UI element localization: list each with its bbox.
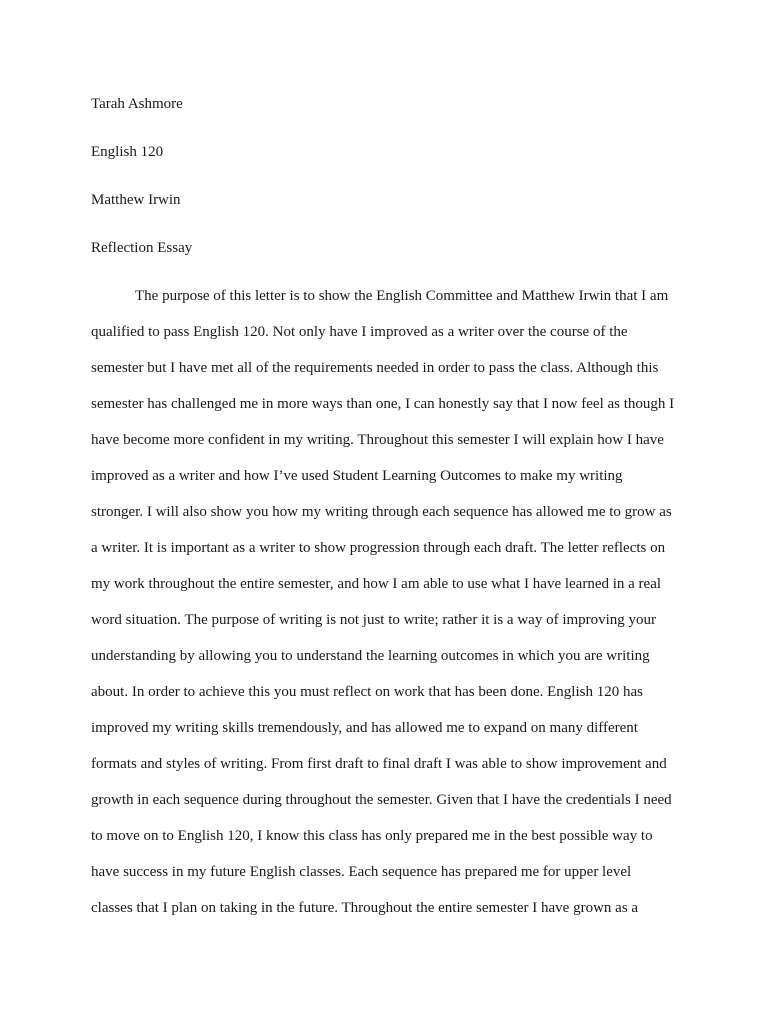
paragraph-line: to move on to English 120, I know this class has only prepared me in the best possible way to	[91, 828, 653, 844]
paragraph-line: understanding by allowing you to understand the learning outcomes in which you are writing	[91, 648, 650, 664]
paragraph-line: classes that I plan on taking in the future. Throughout the entire semester I have grown as a	[91, 900, 639, 916]
paragraph-line: improved as a writer and how I’ve used Student Learning Outcomes to make my writing	[91, 468, 623, 484]
paragraph-line: about. In order to achieve this you must reflect on work that has been done. English 120 has	[91, 684, 643, 700]
course-name: English 120	[91, 144, 164, 160]
author-name: Tarah Ashmore	[91, 96, 183, 112]
paragraph-line: my work throughout the entire semester, and how I am able to use what I have learned in a real	[91, 576, 662, 592]
paragraph-line: stronger. I will also show you how my writing through each sequence has allowed me to grow as	[91, 504, 672, 520]
paragraph-line: growth in each sequence during throughout the semester. Given that I have the credentials I need	[91, 792, 672, 808]
paragraph-line: a writer. It is important as a writer to show progression through each draft. The letter reflects on	[91, 540, 666, 556]
essay-title: Reflection Essay	[91, 240, 193, 256]
paragraph-line: formats and styles of writing. From first draft to final draft I was able to show improvement and	[91, 756, 667, 772]
essay-body	[91, 287, 681, 935]
paragraph-line: The purpose of this letter is to show the English Committee and Matthew Irwin that I am	[135, 288, 669, 304]
paragraph-line: have success in my future English classes. Each sequence has prepared me for upper level	[91, 864, 632, 880]
paragraph-line: semester but I have met all of the requirements needed in order to pass the class. Although this	[91, 360, 659, 376]
paragraph-line: word situation. The purpose of writing is not just to write; rather it is a way of improving your	[91, 612, 657, 628]
paragraph-line: qualified to pass English 120. Not only have I improved as a writer over the course of the	[91, 324, 628, 340]
paragraph-line: have become more confident in my writing. Throughout this semester I will explain how I have	[91, 432, 664, 448]
instructor-name: Matthew Irwin	[91, 192, 181, 208]
paragraph-line: improved my writing skills tremendously, and has allowed me to expand on many different	[91, 720, 638, 736]
paragraph-line: semester has challenged me in more ways than one, I can honestly say that I now feel as though I	[91, 396, 675, 412]
